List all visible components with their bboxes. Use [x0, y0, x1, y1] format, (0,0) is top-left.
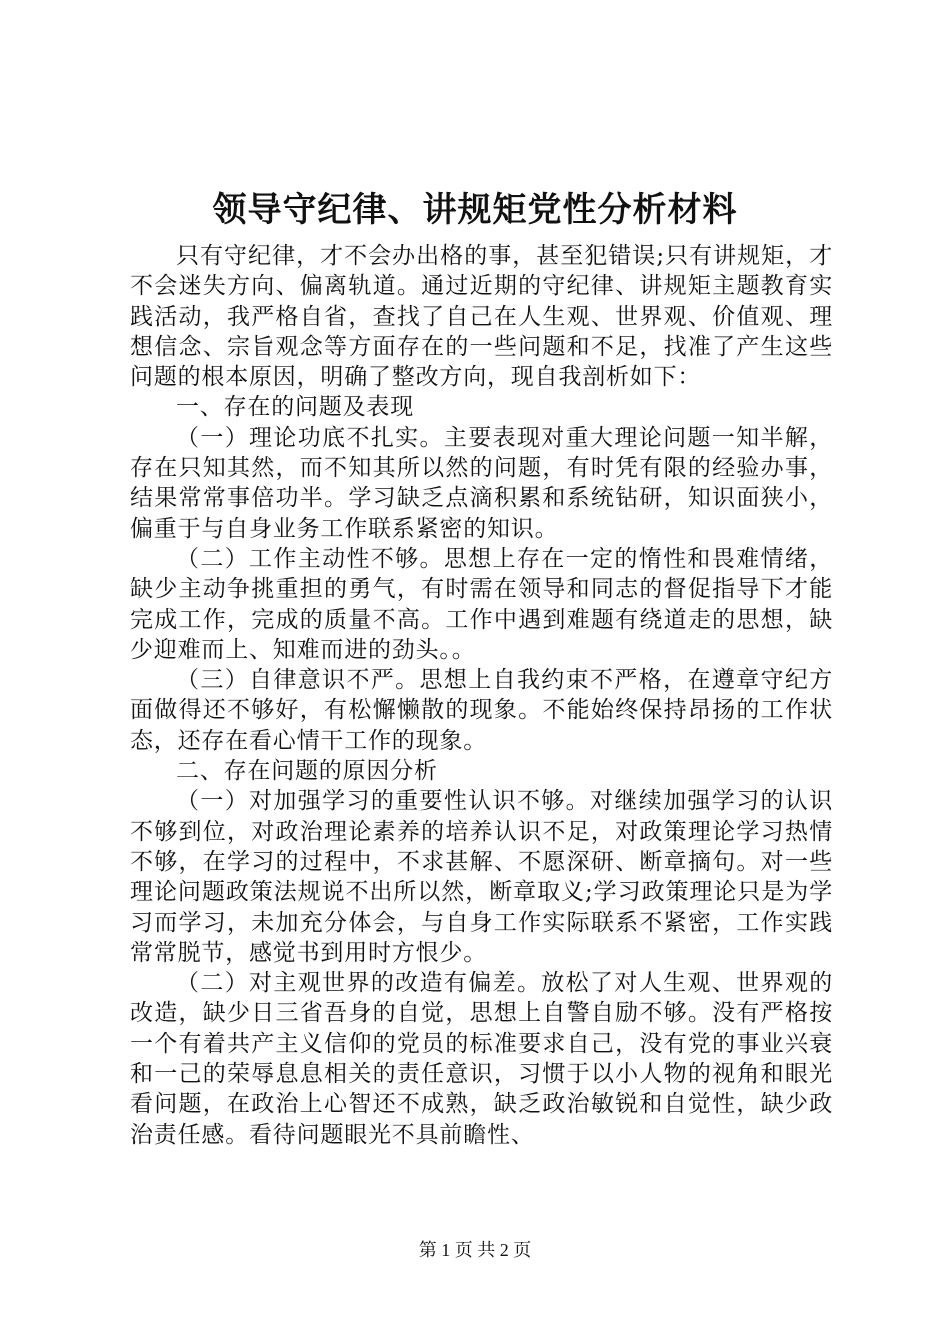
- section-heading-problems: 一、存在的问题及表现: [176, 394, 414, 421]
- section-heading-causes: 二、存在问题的原因分析: [176, 758, 438, 785]
- intro-paragraph: 只有守纪律，才不会办出格的事，甚至犯错误;只有讲规矩，才不会迷失方向、偏离轨道。通过近期的守纪律、讲规矩主题教育实践活动，我严格自省，查找了自己在人生观、世界观、价值观、理想信念、宗旨观念等方面存在的一些问题和不足，找准了产生这些问题的根本原因，明确了整改方向，现自我剖析如下：: [130, 243, 833, 391]
- cause-paragraph-1: （一）对加强学习的重要性认识不够。对继续加强学习的认识不够到位，对政治理论素养的培养认识不足，对政策理论学习热情不够，在学习的过程中，不求甚解、不愿深研、断章摘句。对一些理论问题政策法规说不出所以然，断章取义;学习政策理论只是为学习而学习，未加充分体会，与自身工作实际联系不紧密，工作实践常常脱节，感觉书到用时方恨少。: [130, 788, 833, 966]
- document-title: 领导守纪律、讲规矩党性分析材料: [212, 190, 738, 230]
- page-footer: 第 1 页 共 2 页: [418, 1240, 532, 1260]
- document-body: [130, 241, 833, 1150]
- problem-paragraph-3: （三）自律意识不严。思想上自我约束不严格，在遵章守纪方面做得还不够好，有松懈懒散的现象。不能始终保持昂扬的工作状态，还存在看心情干工作的现象。: [130, 667, 833, 754]
- problem-paragraph-2: （二）工作主动性不够。思想上存在一定的惰性和畏难情绪，缺少主动争挑重担的勇气，有时需在领导和同志的督促指导下才能完成工作，完成的质量不高。工作中遇到难题有绕道走的思想，缺少迎难而上、知难而进的劲头。。: [130, 545, 833, 663]
- cause-paragraph-2: （二）对主观世界的改造有偏差。放松了对人生观、世界观的改造，缺少日三省吾身的自觉，思想上自警自励不够。没有严格按一个有着共产主义信仰的党员的标准要求自己，没有党的事业兴衰和一己的荣辱息息相关的责任意识，习惯于以小人物的视角和眼光看问题，在政治上心智还不成熟，缺乏政治敏锐和自觉性，缺少政治责任感。看待问题眼光不具前瞻性、: [130, 970, 833, 1148]
- problem-paragraph-1: （一）理论功底不扎实。主要表现对重大理论问题一知半解，存在只知其然，而不知其所以然的问题，有时凭有限的经验办事，结果常常事倍功半。学习缺乏点滴积累和系统钻研，知识面狭小，偏重于与自身业务工作联系紧密的知识。: [130, 424, 833, 542]
